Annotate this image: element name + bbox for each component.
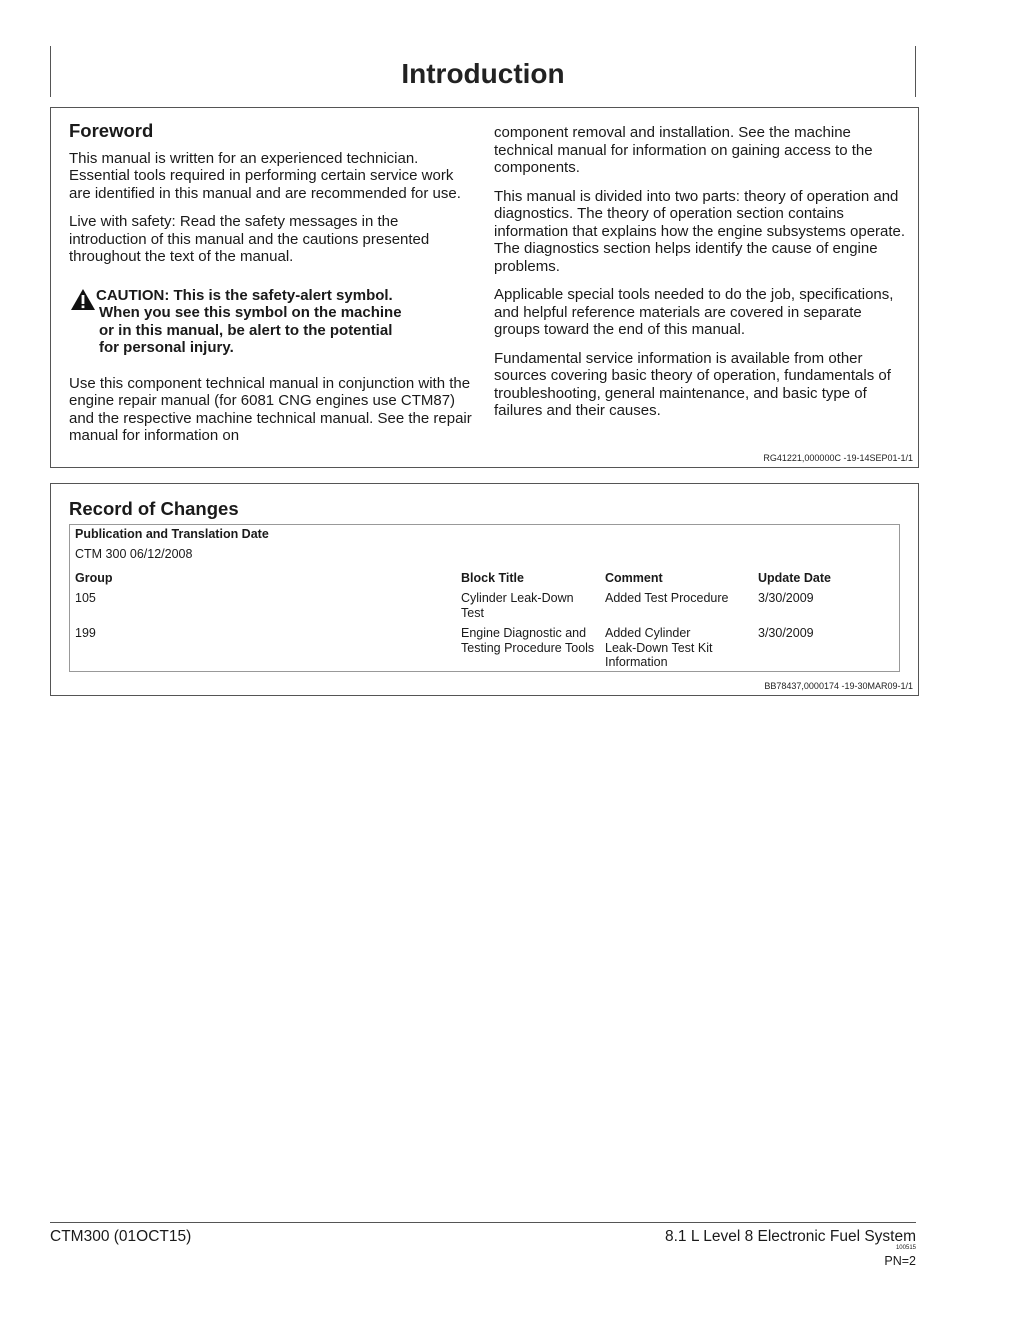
record-table — [69, 524, 900, 672]
column-header-group: Group — [75, 571, 113, 585]
row-2-block-title-line-1: Engine Diagnostic and — [461, 626, 587, 640]
footer-manual-code: CTM300 (01OCT15) — [50, 1228, 192, 1245]
row-1-update-date: 3/30/2009 — [758, 591, 814, 605]
row-1-block-title-line-1: Cylinder Leak-Down — [461, 591, 574, 605]
row-2-block-title — [461, 626, 603, 655]
caution-line-2: When you see this symbol on the machine — [99, 304, 402, 321]
footer-small-code: 100515 — [895, 1245, 916, 1251]
row-2-group: 199 — [75, 626, 96, 640]
record-ref-code: BB78437,0000174 -19-30MAR09-1/1 — [764, 681, 913, 691]
record-of-changes-section — [50, 483, 919, 696]
foreword-right-paragraph-1: component removal and installation. See the machine technical manual for information on gaining access to the components. — [494, 124, 873, 176]
foreword-paragraph-1: This manual is written for an experienced technician. Essential tools required in performing certain service work are identified in this manual and are recommended for use. — [69, 149, 461, 202]
record-heading: Record of Changes — [69, 498, 239, 519]
footer-manual-title: 8.1 L Level 8 Electronic Fuel System — [665, 1228, 916, 1245]
foreword-paragraph-2: Live with safety: Read the safety messages in the introduction of this manual and the cautions presented throughout the text of the manual. — [69, 213, 430, 265]
row-2-comment — [605, 626, 755, 670]
row-2-update-date: 3/30/2009 — [758, 626, 814, 640]
foreword-paragraph-3: Use this component technical manual in conjunction with the engine repair manual (for 6081 CNG engines use CTM87) and the respective machine technical manual. See the repair manual for information on — [69, 374, 472, 444]
caution-line-3: or in this manual, be alert to the potential — [99, 321, 393, 339]
foreword-right-paragraph-2: This manual is divided into two parts: theory of operation and diagnostics. The theory of operation section contains information that explains how the engine subsystems operate. The diagnostics section helps identify the cause of engine problems. — [494, 187, 906, 275]
foreword-right-paragraph-4: Fundamental service information is available from other sources covering basic theory of operation, fundamentals of troubleshooting, general maintenance, and basic type of failures and their causes. — [494, 349, 891, 419]
row-1-comment-line-1: Added Test Procedure — [605, 591, 729, 605]
column-header-block-title: Block Title — [461, 571, 524, 585]
row-1-block-title — [461, 591, 601, 620]
safety-alert-icon — [70, 288, 96, 311]
foreword-left-column — [69, 122, 479, 456]
row-1-comment — [605, 591, 755, 606]
foreword-right-paragraph-3: Applicable special tools needed to do the job, specifications, and helpful reference materials are covered in separate groups toward the end of this manual. — [494, 286, 894, 338]
row-1-group: 105 — [75, 591, 96, 605]
pub-date-label: Publication and Translation Date — [75, 527, 269, 541]
row-2-comment-line-1: Added Cylinder — [605, 626, 691, 640]
footer-rule — [50, 1222, 916, 1223]
caution-line-1: CAUTION: This is the safety-alert symbol. — [96, 286, 393, 304]
pub-date-value: CTM 300 06/12/2008 — [75, 547, 193, 561]
title-frame — [50, 46, 916, 97]
caution-line-4: for personal injury. — [99, 339, 234, 356]
caution-block — [69, 287, 479, 357]
row-2-comment-line-3: Information — [605, 655, 668, 669]
row-2-block-title-line-2: Testing Procedure Tools — [461, 640, 595, 655]
foreword-right-column — [494, 124, 906, 431]
column-header-comment: Comment — [605, 571, 663, 585]
foreword-section — [50, 107, 919, 468]
footer-page-number: PN=2 — [884, 1254, 916, 1268]
foreword-ref-code: RG41221,000000C -19-14SEP01-1/1 — [763, 453, 913, 463]
column-header-update-date: Update Date — [758, 571, 831, 585]
row-1-block-title-line-2: Test — [461, 605, 484, 620]
foreword-heading: Foreword — [69, 120, 154, 141]
page-title: Introduction — [401, 58, 565, 89]
row-2-comment-line-2: Leak-Down Test Kit — [605, 640, 713, 655]
